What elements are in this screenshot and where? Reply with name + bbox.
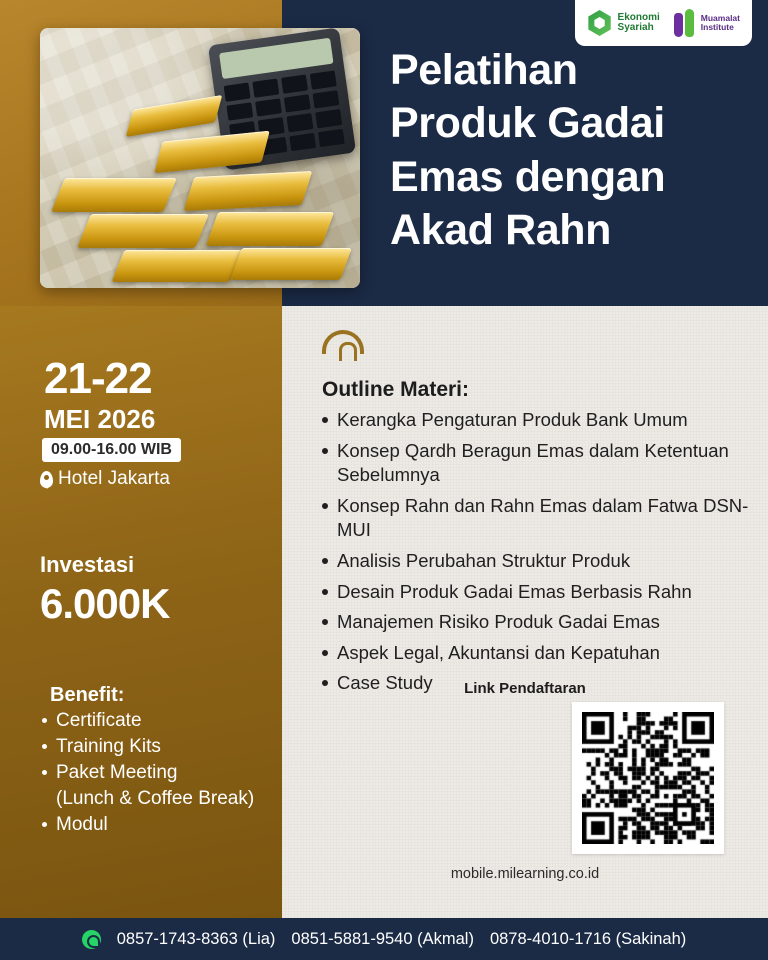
- list-item: [320, 439, 750, 488]
- title-line-3: Emas dengan: [390, 152, 666, 201]
- header-band: [0, 0, 768, 306]
- contact-3[interactable]: 0878-4010-1716 (Sakinah): [489, 929, 687, 948]
- list-item: [320, 408, 750, 433]
- list-item: [320, 580, 750, 605]
- list-item: [320, 641, 750, 666]
- benefit-title: Benefit:: [50, 684, 125, 706]
- bullet-icon: [42, 770, 47, 775]
- outline-text: Kerangka Pengaturan Produk Bank Umum: [337, 409, 688, 430]
- logo-ekonomi-syariah: [587, 10, 660, 36]
- event-time-badge: 09.00-16.00 WIB: [42, 438, 181, 462]
- logo-line-1: Ekonomi: [617, 11, 660, 23]
- outline-text: Case Study: [337, 672, 433, 694]
- list-item: [40, 708, 276, 734]
- event-venue: [40, 468, 170, 490]
- logo-muamalat-institute: [674, 9, 740, 37]
- event-month-year: MEI 2026: [44, 404, 156, 434]
- bullet-icon: [322, 558, 328, 564]
- list-item: [320, 494, 750, 543]
- venue-label: Hotel Jakarta: [58, 468, 170, 489]
- outline-list: [320, 408, 750, 702]
- contact-1[interactable]: 0857-1743-8363 (Lia): [116, 929, 276, 948]
- benefit-text: Certificate: [56, 710, 142, 731]
- investment-label: Investasi: [40, 552, 135, 577]
- benefit-subtext: (Lunch & Coffee Break): [56, 788, 255, 810]
- outline-text: Aspek Legal, Akuntansi dan Kepatuhan: [337, 641, 660, 663]
- gold-bar: [206, 212, 334, 246]
- bullet-icon: [322, 448, 328, 454]
- list-item: [40, 812, 276, 838]
- registration-qr-code[interactable]: [572, 702, 724, 854]
- outline-title: Outline Materi:: [322, 378, 470, 401]
- ekonomi-syariah-icon: [587, 10, 613, 36]
- benefit-text: Modul: [56, 814, 108, 836]
- outline-text: Konsep Qardh Beragun Emas dalam Ketentuan Sebelumnya: [337, 439, 729, 486]
- outline-text: Konsep Rahn dan Rahn Emas dalam Fatwa DSN-MUI: [337, 494, 749, 541]
- list-item: [40, 734, 276, 760]
- list-item: [320, 610, 750, 635]
- bullet-icon: [322, 619, 328, 625]
- gold-bar: [112, 250, 243, 282]
- benefit-list: [40, 708, 276, 838]
- bullet-icon: [42, 718, 47, 723]
- contact-2[interactable]: 0851-5881-9540 (Akmal): [291, 929, 474, 948]
- location-pin-icon: [40, 471, 53, 488]
- list-item: [40, 760, 276, 812]
- investment-amount: 6.000K: [40, 580, 170, 627]
- bullet-icon: [322, 589, 328, 595]
- event-dates: 21-22: [44, 354, 152, 403]
- logo-line-1: Muamalat: [700, 12, 740, 23]
- gold-bars-photo: [40, 28, 360, 288]
- title-line-1: Pelatihan: [390, 46, 578, 94]
- contact-bar: [0, 918, 768, 960]
- logo-bar: [575, 0, 752, 46]
- benefit-text: Training Kits: [56, 736, 161, 758]
- qr-canvas: [582, 712, 714, 844]
- bullet-icon: [322, 650, 328, 656]
- list-item: [320, 549, 750, 574]
- outline-text: Analisis Perubahan Struktur Produk: [337, 549, 631, 571]
- outline-text: Desain Produk Gadai Emas Berbasis Rahn: [337, 580, 692, 602]
- arch-ornament-icon: [322, 330, 364, 354]
- outline-text: Manajemen Risiko Produk Gadai Emas: [337, 611, 660, 633]
- title-line-4: Akad Rahn: [390, 205, 611, 254]
- bullet-icon: [322, 503, 328, 509]
- gold-bar: [184, 171, 313, 211]
- event-details-panel: [0, 306, 282, 918]
- gold-bar: [51, 178, 177, 212]
- logo-line-2: Institute: [700, 22, 734, 32]
- muamalat-institute-icon: [674, 9, 696, 37]
- outline-panel: [282, 306, 768, 918]
- page-title: [390, 44, 750, 257]
- logo-line-2: Syariah: [617, 22, 654, 33]
- bullet-icon: [42, 744, 47, 749]
- gold-bar: [77, 214, 209, 248]
- benefit-text: Paket Meeting: [56, 762, 178, 784]
- registration-url[interactable]: mobile.milearning.co.id: [450, 866, 600, 882]
- title-line-2: Produk Gadai: [390, 99, 665, 148]
- gold-bar: [230, 248, 352, 280]
- bullet-icon: [42, 822, 47, 827]
- registration-label: Link Pendaftaran: [464, 680, 586, 697]
- bullet-icon: [322, 417, 328, 423]
- whatsapp-icon: [82, 930, 101, 949]
